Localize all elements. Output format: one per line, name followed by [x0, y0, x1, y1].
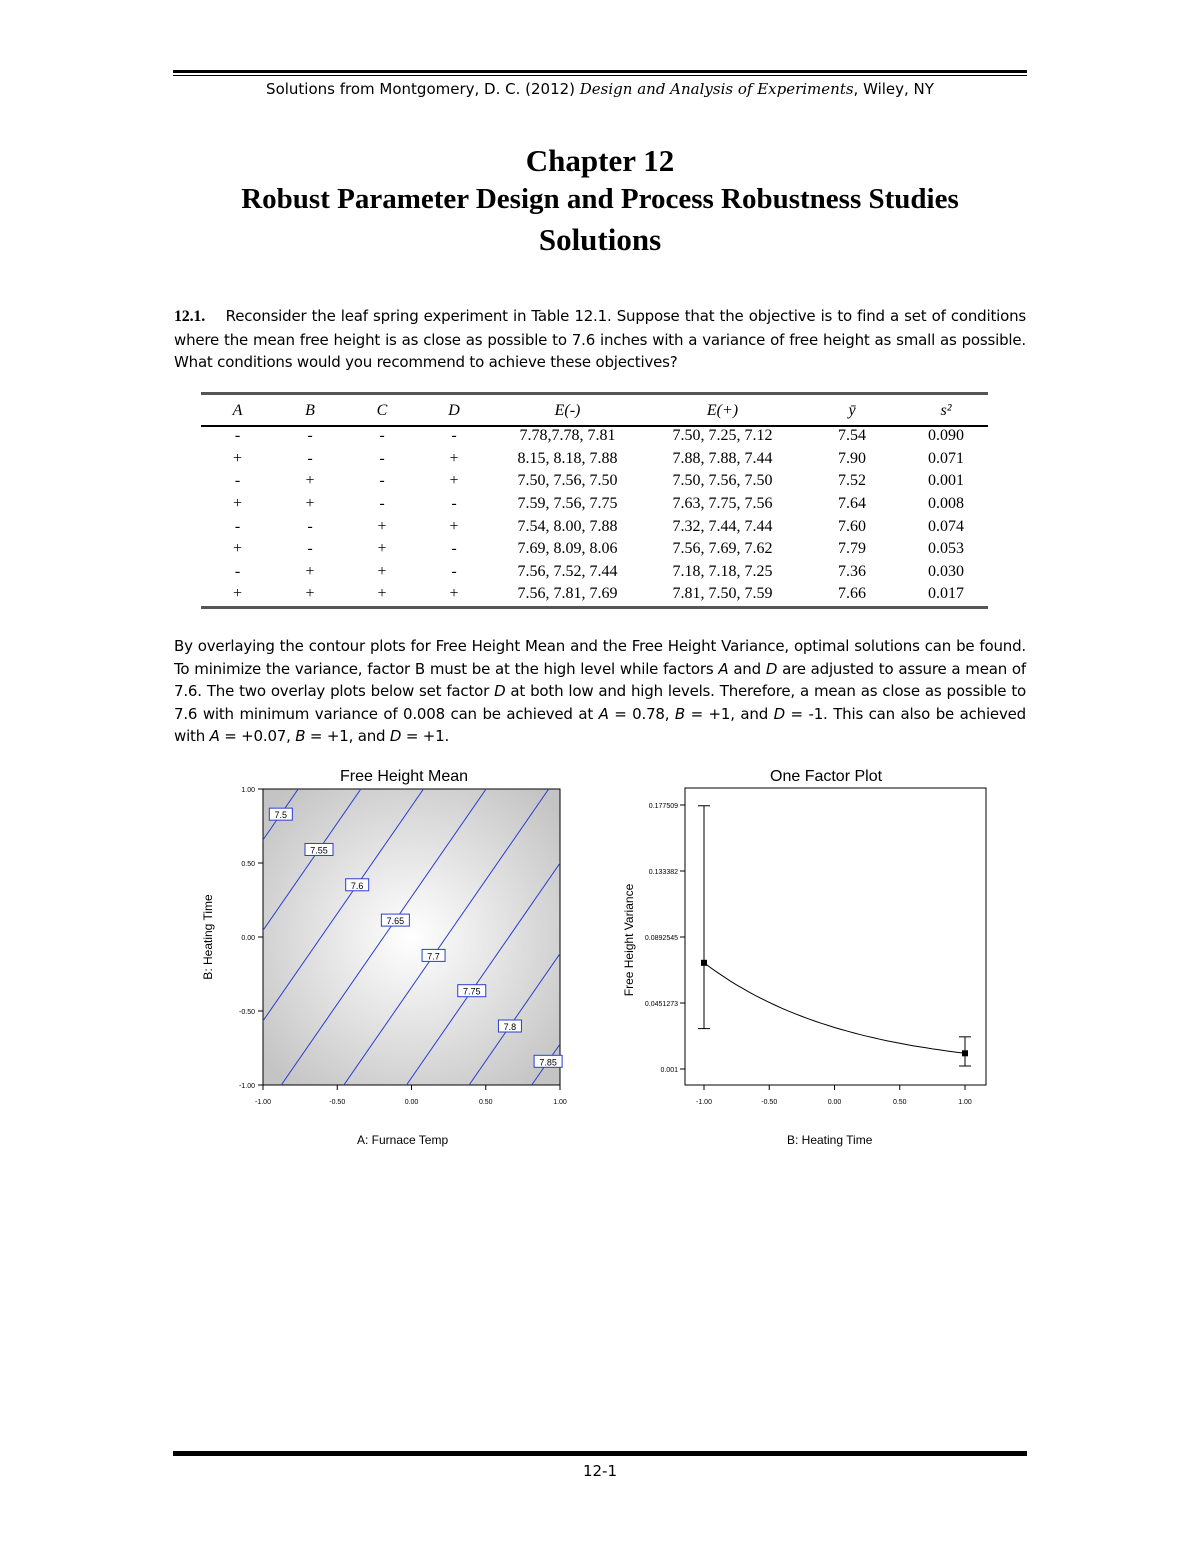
problem-number: 12.1.	[174, 308, 206, 325]
cell-e-plus: 7.18, 7.18, 7.25	[672, 562, 773, 580]
cell-c: +	[377, 562, 387, 580]
cell-e-plus: 7.81, 7.50, 7.59	[672, 585, 773, 603]
cell-ybar: 7.66	[838, 585, 866, 603]
cell-e-plus: 7.63, 7.75, 7.56	[672, 495, 773, 513]
y-tick-label: -1.00	[239, 1083, 255, 1090]
cell-d: -	[451, 540, 457, 558]
data-point	[701, 960, 707, 966]
cell-b: +	[305, 585, 315, 603]
col-header-c: C	[376, 402, 388, 419]
col-header-a: A	[232, 402, 243, 419]
cell-b: +	[305, 472, 315, 490]
cell-d: +	[449, 517, 459, 535]
table-row	[201, 583, 988, 606]
cell-d: -	[451, 495, 457, 513]
cell-a: +	[232, 585, 243, 603]
one-factor-plot	[618, 780, 998, 1120]
col-header-s2: s²	[940, 402, 952, 419]
cell-e-plus: 7.50, 7.56, 7.50	[672, 472, 773, 490]
cell-e-minus: 7.59, 7.56, 7.75	[517, 495, 618, 513]
cell-b: -	[307, 517, 313, 535]
cell-ybar: 7.54	[838, 427, 866, 445]
x-tick-label: 0.50	[478, 1099, 493, 1106]
contour-label: 7.6	[350, 880, 364, 891]
x-tick-label: -0.50	[329, 1099, 346, 1106]
problem-statement: 12.1. Reconsider the leaf spring experiment in Table 12.1. Suppose that the objective is to find a set of conditions where the mean free height is as close as possible to 7.6 inches with a variance of free height as small as possible. What conditions would you recommend to achieve these objectives?	[174, 307, 1026, 372]
cell-a: +	[232, 449, 243, 467]
cell-s2: 0.074	[928, 517, 964, 535]
cell-c: -	[379, 449, 385, 467]
table-row	[201, 561, 988, 584]
contour-plot	[190, 780, 580, 1120]
cell-e-minus: 7.78,7.78, 7.81	[519, 427, 616, 445]
y-tick-label: 0.50	[241, 861, 255, 868]
cell-d: -	[451, 562, 457, 580]
data-point	[962, 1050, 968, 1056]
cell-c: -	[379, 427, 385, 445]
cell-e-minus: 7.56, 7.52, 7.44	[517, 562, 618, 580]
col-header-b: B	[305, 402, 315, 419]
cell-ybar: 7.64	[838, 495, 866, 513]
cell-a: -	[234, 562, 241, 580]
contour-label: 7.75	[462, 986, 481, 997]
cell-s2: 0.071	[928, 449, 964, 467]
cell-b: -	[307, 449, 313, 467]
cell-e-minus: 8.15, 8.18, 7.88	[517, 449, 618, 467]
y-tick-label: 0.001	[660, 1067, 678, 1074]
cell-e-plus: 7.56, 7.69, 7.62	[672, 540, 773, 558]
x-tick-label: -0.50	[761, 1099, 778, 1106]
contour-label: 7.55	[310, 845, 328, 856]
cell-e-minus: 7.56, 7.81, 7.69	[517, 585, 618, 603]
cell-c: +	[377, 540, 387, 558]
y-tick-label: 1.00	[241, 787, 255, 794]
cell-s2: 0.090	[928, 427, 964, 445]
col-header-ybar: ȳ	[848, 402, 856, 419]
cell-d: -	[451, 427, 457, 445]
cell-c: +	[377, 517, 387, 535]
cell-a: -	[234, 517, 241, 535]
col-header-d: D	[448, 402, 460, 419]
cell-e-plus: 7.32, 7.44, 7.44	[672, 517, 773, 535]
page-number: 12-1	[582, 1462, 618, 1480]
cell-ybar: 7.52	[838, 472, 866, 490]
cell-c: -	[379, 472, 385, 490]
cell-a: -	[234, 472, 241, 490]
cell-e-plus: 7.88, 7.88, 7.44	[672, 449, 773, 467]
table-header-row	[201, 397, 988, 425]
one-factor-plot-title: One Factor Plot	[770, 768, 883, 785]
table-row	[201, 538, 988, 561]
contour-y-axis-label: B: Heating Time	[201, 894, 215, 980]
x-tick-label: 0.00	[404, 1099, 419, 1106]
cell-ybar: 7.36	[838, 562, 866, 580]
contour-plot-area	[263, 789, 560, 1085]
cell-s2: 0.001	[928, 472, 964, 490]
y-tick-label: 0.00	[241, 935, 255, 942]
cell-ybar: 7.90	[838, 449, 866, 467]
x-tick-label: 1.00	[553, 1099, 567, 1106]
header-rule-thin	[173, 75, 1027, 76]
chapter-title: Chapter 12	[525, 143, 675, 178]
cell-a: +	[232, 495, 243, 513]
contour-label: 7.5	[274, 810, 288, 821]
cell-b: -	[307, 540, 313, 558]
cell-e-minus: 7.54, 8.00, 7.88	[517, 517, 618, 535]
col-header-e-minus: E(-)	[554, 402, 581, 419]
contour-label: 7.65	[386, 916, 405, 927]
contour-label: 7.8	[503, 1022, 517, 1033]
contour-x-axis-label: A: Furnace Temp	[357, 1133, 449, 1147]
table-row	[201, 448, 988, 471]
cell-b: -	[307, 427, 313, 445]
table-bottom-rule	[201, 606, 988, 609]
running-header: Solutions from Montgomery, D. C. (2012) Design and Analysis of Experiments, Wiley, NY	[266, 80, 934, 98]
cell-s2: 0.053	[928, 540, 964, 558]
col-header-e-plus: E(+)	[706, 402, 739, 419]
table-row	[201, 515, 988, 538]
contour-label: 7.7	[427, 951, 440, 962]
cell-s2: 0.030	[928, 562, 964, 580]
cell-ybar: 7.79	[838, 540, 866, 558]
cell-d: +	[449, 472, 459, 490]
table-row	[201, 493, 988, 516]
cell-e-minus: 7.69, 8.09, 8.06	[517, 540, 618, 558]
y-tick-label: 0.0451273	[644, 1001, 678, 1008]
table-row	[201, 470, 988, 493]
factor-y-axis-label: Free Height Variance	[622, 883, 636, 997]
cell-d: +	[449, 585, 459, 603]
factor-x-axis-label: B: Heating Time	[787, 1133, 873, 1147]
header-rule	[173, 70, 1027, 73]
chapter-subtitle: Robust Parameter Design and Process Robustness Studies	[241, 183, 959, 215]
y-tick-label: 0.177509	[648, 803, 678, 810]
y-tick-label: 0.133382	[648, 869, 678, 876]
y-tick-label: -0.50	[239, 1009, 255, 1016]
cell-a: -	[234, 427, 241, 445]
footer-rule	[173, 1451, 1027, 1456]
x-tick-label: -1.00	[696, 1099, 712, 1106]
factor-plot-area	[685, 788, 986, 1085]
table-top-rule	[201, 392, 988, 395]
cell-c: -	[379, 495, 385, 513]
cell-b: +	[305, 495, 315, 513]
cell-c: +	[377, 585, 387, 603]
cell-b: +	[305, 562, 315, 580]
y-tick-label: 0.0892545	[644, 935, 678, 942]
cell-a: +	[232, 540, 243, 558]
cell-s2: 0.017	[928, 585, 964, 603]
cell-s2: 0.008	[928, 495, 964, 513]
cell-d: +	[449, 449, 459, 467]
contour-plot-title: Free Height Mean	[340, 768, 469, 785]
table-row	[201, 425, 988, 448]
cell-ybar: 7.60	[838, 517, 866, 535]
x-tick-label: 1.00	[958, 1099, 972, 1106]
discussion-text: By overlaying the contour plots for Free Height Mean and the Free Height Variance, optimal solutions can be found. To minimize the variance, factor B must be at the high level while factors A and D are adjusted to assure a mean of 7.6. The two overlay plots below set factor D at both low and high levels. Therefore, a mean as close as possible to 7.6 with minimum variance of 0.008 can be achieved at A = 0.78, B = +1, and D = -1. This can also be achieved with A = +0.07, B = +1, and D = +1.	[174, 637, 1026, 746]
cell-e-minus: 7.50, 7.56, 7.50	[517, 472, 618, 490]
x-tick-label: 0.00	[827, 1099, 842, 1106]
cell-e-plus: 7.50, 7.25, 7.12	[672, 427, 773, 445]
solutions-heading: Solutions	[538, 222, 662, 257]
contour-label: 7.85	[539, 1057, 557, 1068]
x-tick-label: 0.50	[892, 1099, 907, 1106]
x-tick-label: -1.00	[255, 1099, 271, 1106]
